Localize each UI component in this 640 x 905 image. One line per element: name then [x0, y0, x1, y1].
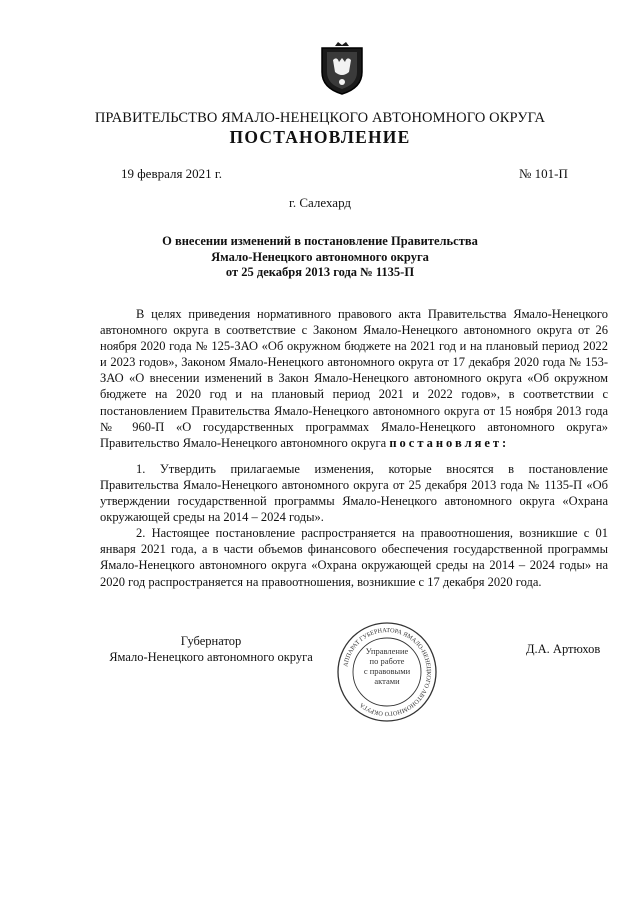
signer-name: Д.А. Артюхов: [526, 642, 601, 656]
stamp-line: с правовыми: [363, 666, 411, 676]
title-line: от 25 декабря 2013 года № 1135-П: [225, 265, 415, 279]
document-title: [0, 234, 640, 281]
stamp-line: актами: [374, 676, 400, 686]
stamp-ring-path: АППАРАТ ГУБЕРНАТОРА ЯМАЛО-НЕНЕЦКОГО АВТОНОМНОГО ОКРУГА: [342, 626, 433, 718]
stamp-line: Управление: [365, 646, 409, 656]
title-line: Ямало-Ненецкого автономного округа: [211, 249, 429, 264]
document-city: г. Салехард: [288, 195, 352, 210]
stamp-center-text: [354, 646, 420, 686]
signer-role-line2: Ямало-Ненецкого автономного округа: [109, 650, 313, 664]
preamble-text: В целях приведения нормативного правового акта Правительства Ямало-Ненецкого автономного округа в соответствие с Законом Ямало-Ненецкого автономного округа от 26 ноября 2020 года № 125-ЗАО «Об окружном бюджете на 2021 год и на плановый период 2022 и 2023 годов», Законом Ямало-Ненецкого автономного округа от 17 декабря 2020 года № 153-ЗАО «О внесении изменений в Закон Ямало-Ненецкого автономного округа «Об окружном бюджете на 2020 год и на плановый период 2021 и 2022 годов», в соответствии с постановлением Правительства Ямало-Ненецкого автономного округа от 15 ноября 2013 года № 960-П «О государственных программах Ямало-Ненецкого автономного округа» Правительство Ямало-Ненецкого автономного округа: [100, 307, 608, 450]
preamble-paragraph: [100, 306, 608, 451]
item-1-paragraph: 1. Утвердить прилагаемые изменения, которые вносятся в постановление Правительства Ямало-Ненецкого автономного округа от 25 декабря 2013 года № 1135-П «Об утверждении государственной программы Ямало-Ненецкого автономного округа «Охрана окружающей среды на 2014 – 2024 годы».: [100, 461, 608, 525]
document-date: 19 февраля 2021 г.: [121, 166, 223, 181]
government-name: ПРАВИТЕЛЬСТВО ЯМАЛО-НЕНЕЦКОГО АВТОНОМНОГО ОКРУГА: [94, 110, 546, 126]
resolves-word: постановляет:: [389, 435, 510, 450]
title-line: О внесении изменений в постановление Правительства: [162, 234, 478, 248]
document-body: [100, 306, 608, 590]
stamp-line: по работе: [369, 656, 405, 666]
official-stamp: [336, 621, 438, 723]
signer-role-line1: Губернатор: [180, 634, 242, 648]
signer-role: [106, 633, 316, 665]
item-2-paragraph: 2. Настоящее постановление распространяется на правоотношения, возникшие с 01 января 2021 года, а в части объемов финансового обеспечения государственной программы Ямало-Ненецкого автономного округа «Охрана окружающей среды на 2014 – 2024 годы» на 2020 год распространяется на правоотношения, возникшие с 17 декабря 2020 года.: [100, 526, 608, 589]
document-type: ПОСТАНОВЛЕНИЕ: [229, 127, 411, 147]
document-number: № 101-П: [519, 166, 568, 181]
coat-of-arms-icon: [319, 42, 365, 96]
